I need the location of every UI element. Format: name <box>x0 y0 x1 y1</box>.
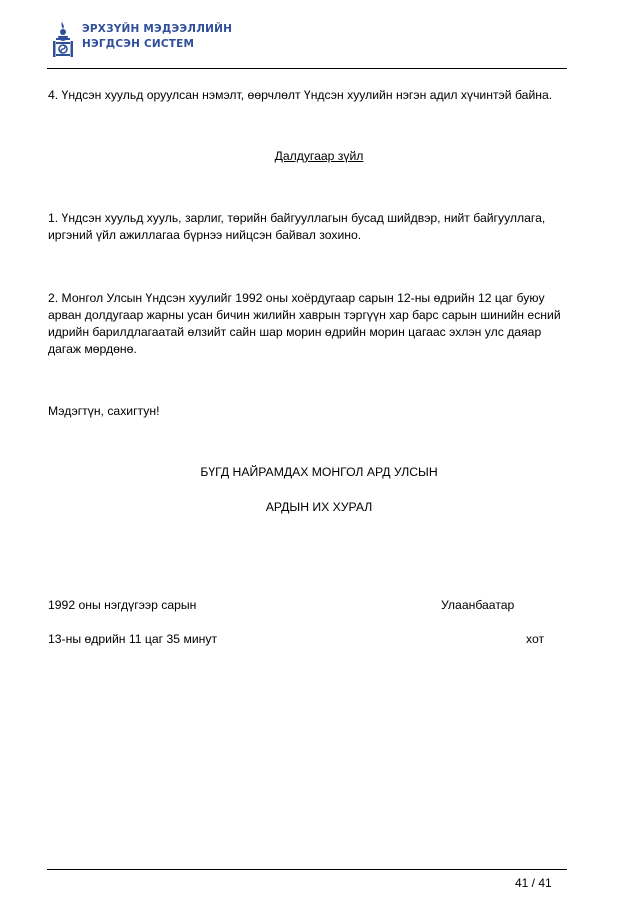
authority-line-2: АРДЫН ИХ ХУРАЛ <box>265 500 373 514</box>
paragraph-2-line-2: арван долдугаар жарны усан бичин жилийн хаврын тэргүүн хар барс сарын шинийн есний <box>48 308 561 322</box>
soyombo-icon <box>52 18 74 58</box>
logo-text <box>82 22 232 52</box>
paragraph-1 <box>48 210 588 244</box>
place-line-1: Улаанбаатар <box>441 598 515 612</box>
site-logo[interactable] <box>52 18 233 58</box>
footer-divider <box>47 869 567 870</box>
date-line-2: 13-ны өдрийн 11 цаг 35 минут <box>48 632 218 646</box>
paragraph-1-line-1: 1. Үндсэн хуульд хууль, зарлиг, төрийн байгууллагын бусад шийдвэр, нийт байгууллага, <box>48 211 546 225</box>
paragraph-2-line-1: 2. Монгол Улсын Үндсэн хуулийг 1992 оны хоёрдугаар сарын 12-ны өдрийн 12 цаг буюу <box>48 291 545 305</box>
date-line-1: 1992 оны нэгдүгээр сарын <box>48 598 197 612</box>
place-line-2: хот <box>526 632 545 646</box>
authority-line-1: БҮГД НАЙРАМДАХ МОНГОЛ АРД УЛСЫН <box>200 465 438 479</box>
paragraph-2-line-3: идрийн барилдлагаатай өлзийт сайн шар морин өдрийн морин цагаас эхлэн улс даяар <box>48 325 542 339</box>
page-number: 41 / 41 <box>515 876 552 890</box>
section-heading <box>0 149 638 163</box>
logo-line-2: НЭГДСЭН СИСТЕМ <box>82 38 195 50</box>
section-heading-text: Далдугаар зүйл <box>274 149 364 163</box>
paragraph-1-line-2: иргэний үйл ажиллагаа бүрнээ нийцсэн байвал зохино. <box>48 228 362 242</box>
logo-line-1: ЭРХЗҮЙН МЭДЭЭЛЛИЙН <box>82 23 233 35</box>
paragraph-4: 4. Үндсэн хуульд оруулсан нэмэлт, өөрчлөлт Үндсэн хуулийн нэгэн адил хүчинтэй байна. <box>48 88 553 102</box>
paragraph-2-line-4: дагаж мөрдөнө. <box>48 342 137 356</box>
header-divider <box>47 68 567 69</box>
paragraph-2 <box>48 290 588 358</box>
closing-statement: Мэдэгтүн, сахигтун! <box>48 404 160 418</box>
